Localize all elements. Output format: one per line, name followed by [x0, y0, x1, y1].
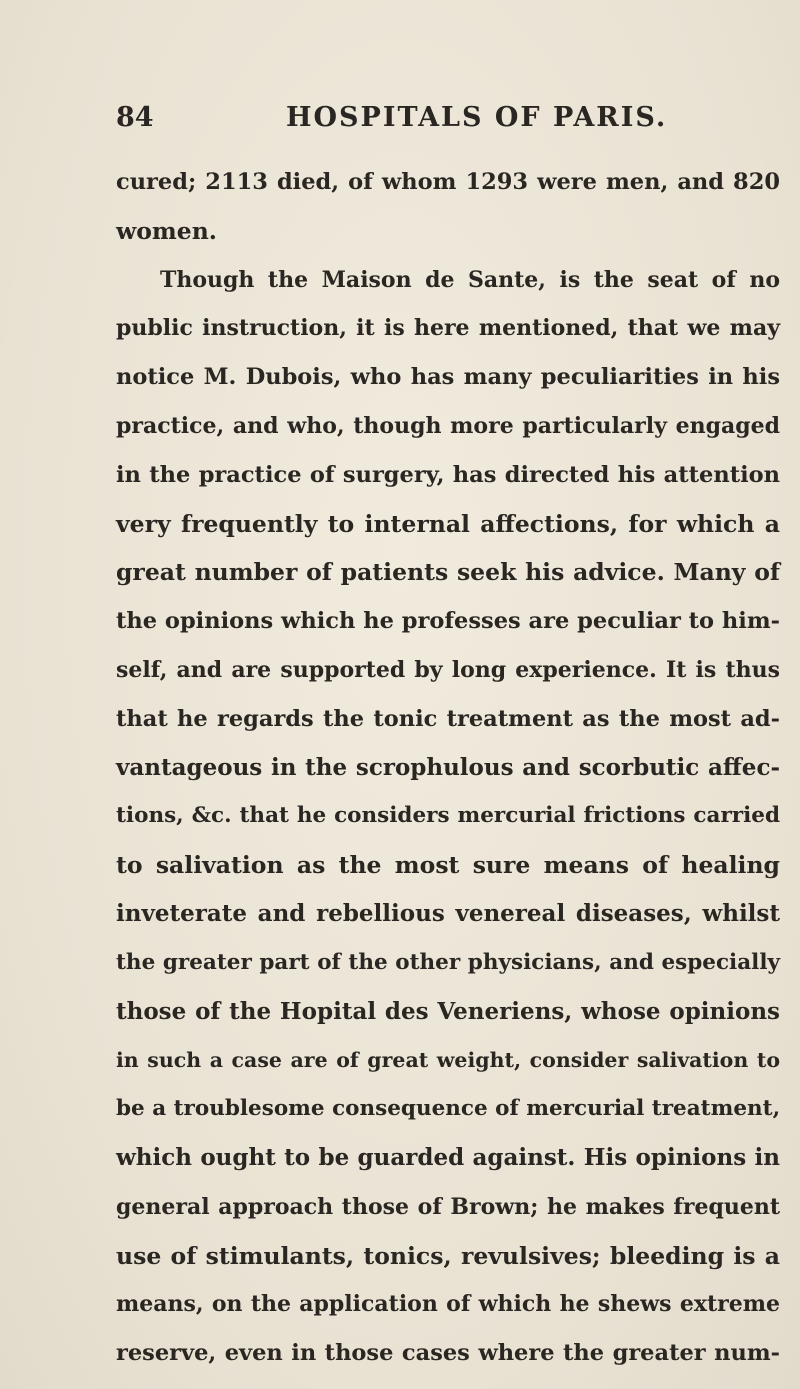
body-text: [116, 158, 780, 1378]
text-line: that he regards the tonic treatment as the most ad-: [116, 705, 780, 732]
running-title: HOSPITALS OF PARIS.: [286, 102, 668, 133]
text-line: notice M. Dubois, who has many peculiarities in his: [116, 364, 780, 391]
text-line: practice, and who, though more particularly engaged: [116, 412, 780, 439]
text-line: in such a case are of great weight, consider salivation to: [116, 1048, 780, 1073]
text-line: the greater part of the other physicians, and especially: [116, 949, 780, 975]
text-line: in the practice of surgery, has directed his attention: [116, 461, 780, 488]
text-line: vantageous in the scrophulous and scorbutic affec-: [116, 753, 780, 781]
text-line: reserve, even in those cases where the greater num-: [116, 1340, 780, 1367]
text-line: great number of patients seek his advice. Many of: [116, 558, 780, 587]
text-line: the opinions which he professes are peculiar to him-: [116, 608, 780, 635]
running-head: [116, 102, 696, 142]
text-line: Though the Maison de Sante, is the seat of no: [160, 266, 780, 293]
page-number: 84: [116, 102, 154, 133]
text-line: tions, &c. that he considers mercurial frictions carried: [116, 803, 780, 829]
text-line: means, on the application of which he shews extreme: [116, 1291, 780, 1318]
text-line: be a troublesome consequence of mercurial treatment,: [116, 1096, 781, 1122]
text-line: inveterate and rebellious venereal diseases, whilst: [116, 899, 780, 927]
text-line: those of the Hopital des Veneriens, whose opinions: [116, 997, 780, 1025]
text-line: women.: [116, 216, 217, 245]
text-line: public instruction, it is here mentioned, that we may: [116, 315, 780, 342]
text-line: cured; 2113 died, of whom 1293 were men, and 820: [116, 169, 780, 195]
text-line: to salivation as the most sure means of healing: [116, 851, 780, 880]
text-line: general approach those of Brown; he makes frequent: [116, 1193, 780, 1220]
text-line: use of stimulants, tonics, revulsives; bleeding is a: [116, 1241, 780, 1270]
text-line: very frequently to internal affections, for which a: [116, 509, 780, 538]
text-line: self, and are supported by long experience. It is thus: [116, 656, 780, 683]
text-line: which ought to be guarded against. His opinions in: [116, 1143, 780, 1171]
